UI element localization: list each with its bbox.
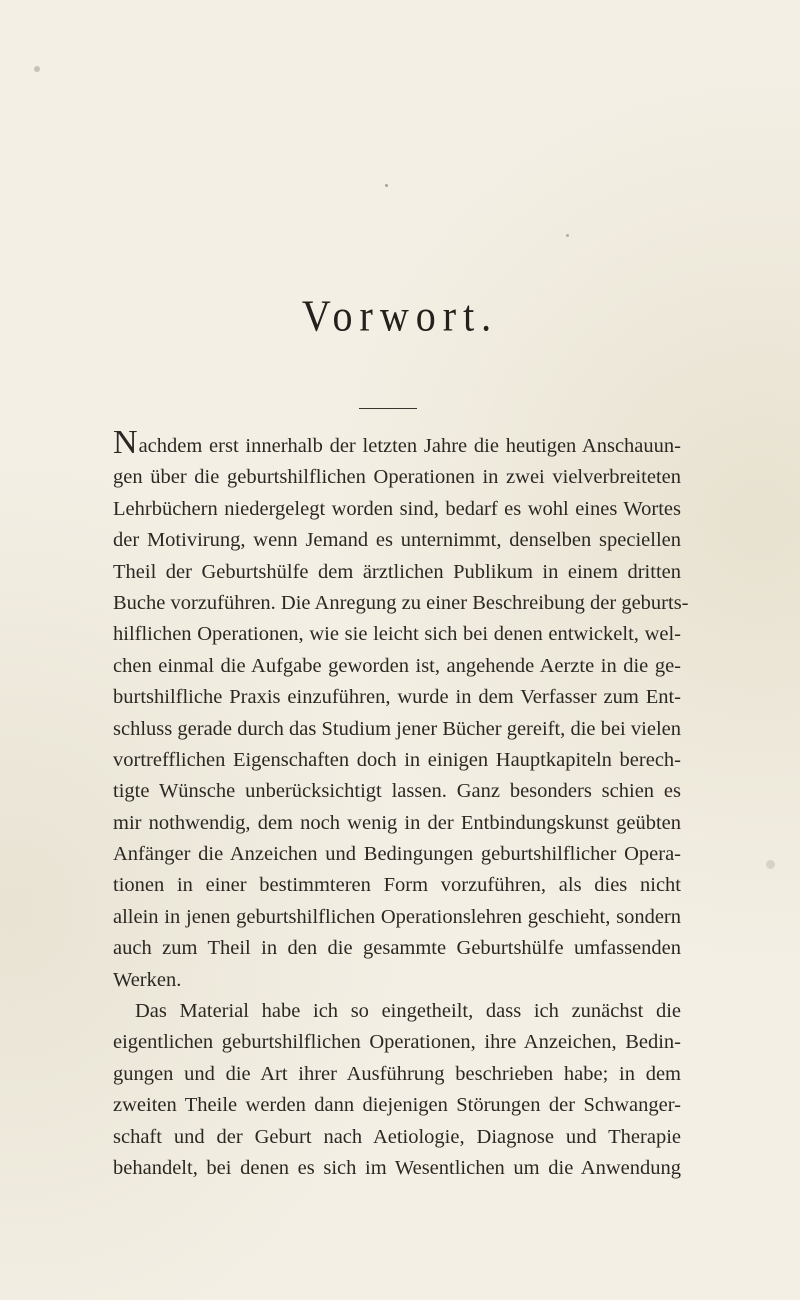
- text-line: der Motivirung, wenn Jemand es unternimmt, denselben speciellen: [113, 529, 681, 552]
- text-line: gungen und die Art ihrer Ausführung beschrieben habe; in dem: [113, 1062, 681, 1085]
- text-line: Lehrbüchern niedergelegt worden sind, bedarf es wohl eines Wortes: [113, 497, 681, 520]
- text-line: hilflichen Operationen, wie sie leicht sich bei denen entwickelt, wel-: [113, 623, 681, 646]
- body-text: [113, 424, 689, 1184]
- text-line: gen über die geburtshilflichen Operationen in zwei vielverbreiteten: [113, 466, 681, 489]
- text-line: Werken.: [113, 968, 182, 991]
- paper-speck: [385, 184, 388, 187]
- text-line: tigte Wünsche unberücksichtigt lassen. Ganz besonders schien es: [113, 780, 681, 803]
- text-line: eigentlichen geburtshilflichen Operationen, ihre Anzeichen, Bedin-: [113, 1031, 681, 1054]
- paper-speck: [566, 234, 569, 237]
- text-line: tionen in einer bestimmteren Form vorzuführen, als dies nicht: [113, 874, 681, 897]
- text-line: mir nothwendig, dem noch wenig in der Entbindungskunst geübten: [113, 811, 681, 834]
- drop-cap: N: [113, 424, 138, 461]
- text-line: schluss gerade durch das Studium jener Bücher gereift, die bei vielen: [113, 717, 681, 740]
- paper-speck: [34, 66, 40, 72]
- page-title: Vorwort.: [301, 290, 499, 341]
- text-line: auch zum Theil in den die gesammte Geburtshülfe umfassenden: [113, 937, 681, 960]
- text-line: zweiten Theile werden dann diejenigen Störungen der Schwanger-: [113, 1094, 681, 1117]
- paper-speck: [766, 860, 775, 869]
- text-line: Nachdem erst innerhalb der letzten Jahre die heutigen Anschauun-: [113, 424, 681, 461]
- text-line: schaft und der Geburt nach Aetiologie, Diagnose und Therapie: [113, 1125, 681, 1148]
- text-line: Buche vorzuführen. Die Anregung zu einer Beschreibung der geburts-: [113, 591, 689, 614]
- text-line: Theil der Geburtshülfe dem ärztlichen Publikum in einem dritten: [113, 560, 681, 583]
- text-line: Anfänger die Anzeichen und Bedingungen geburtshilflicher Opera-: [113, 843, 681, 866]
- title-divider: [359, 408, 417, 409]
- text-line: vortrefflichen Eigenschaften doch in einigen Hauptkapiteln berech-: [113, 748, 681, 771]
- text-line: allein in jenen geburtshilflichen Operationslehren geschieht, sondern: [113, 905, 681, 928]
- text-line: chen einmal die Aufgabe geworden ist, angehende Aerzte in die ge-: [113, 654, 681, 677]
- text-line: burtshilfliche Praxis einzuführen, wurde in dem Verfasser zum Ent-: [113, 686, 681, 709]
- text-line: behandelt, bei denen es sich im Wesentlichen um die Anwendung: [113, 1156, 681, 1179]
- text-line: Das Material habe ich so eingetheilt, dass ich zunächst die: [135, 1000, 681, 1023]
